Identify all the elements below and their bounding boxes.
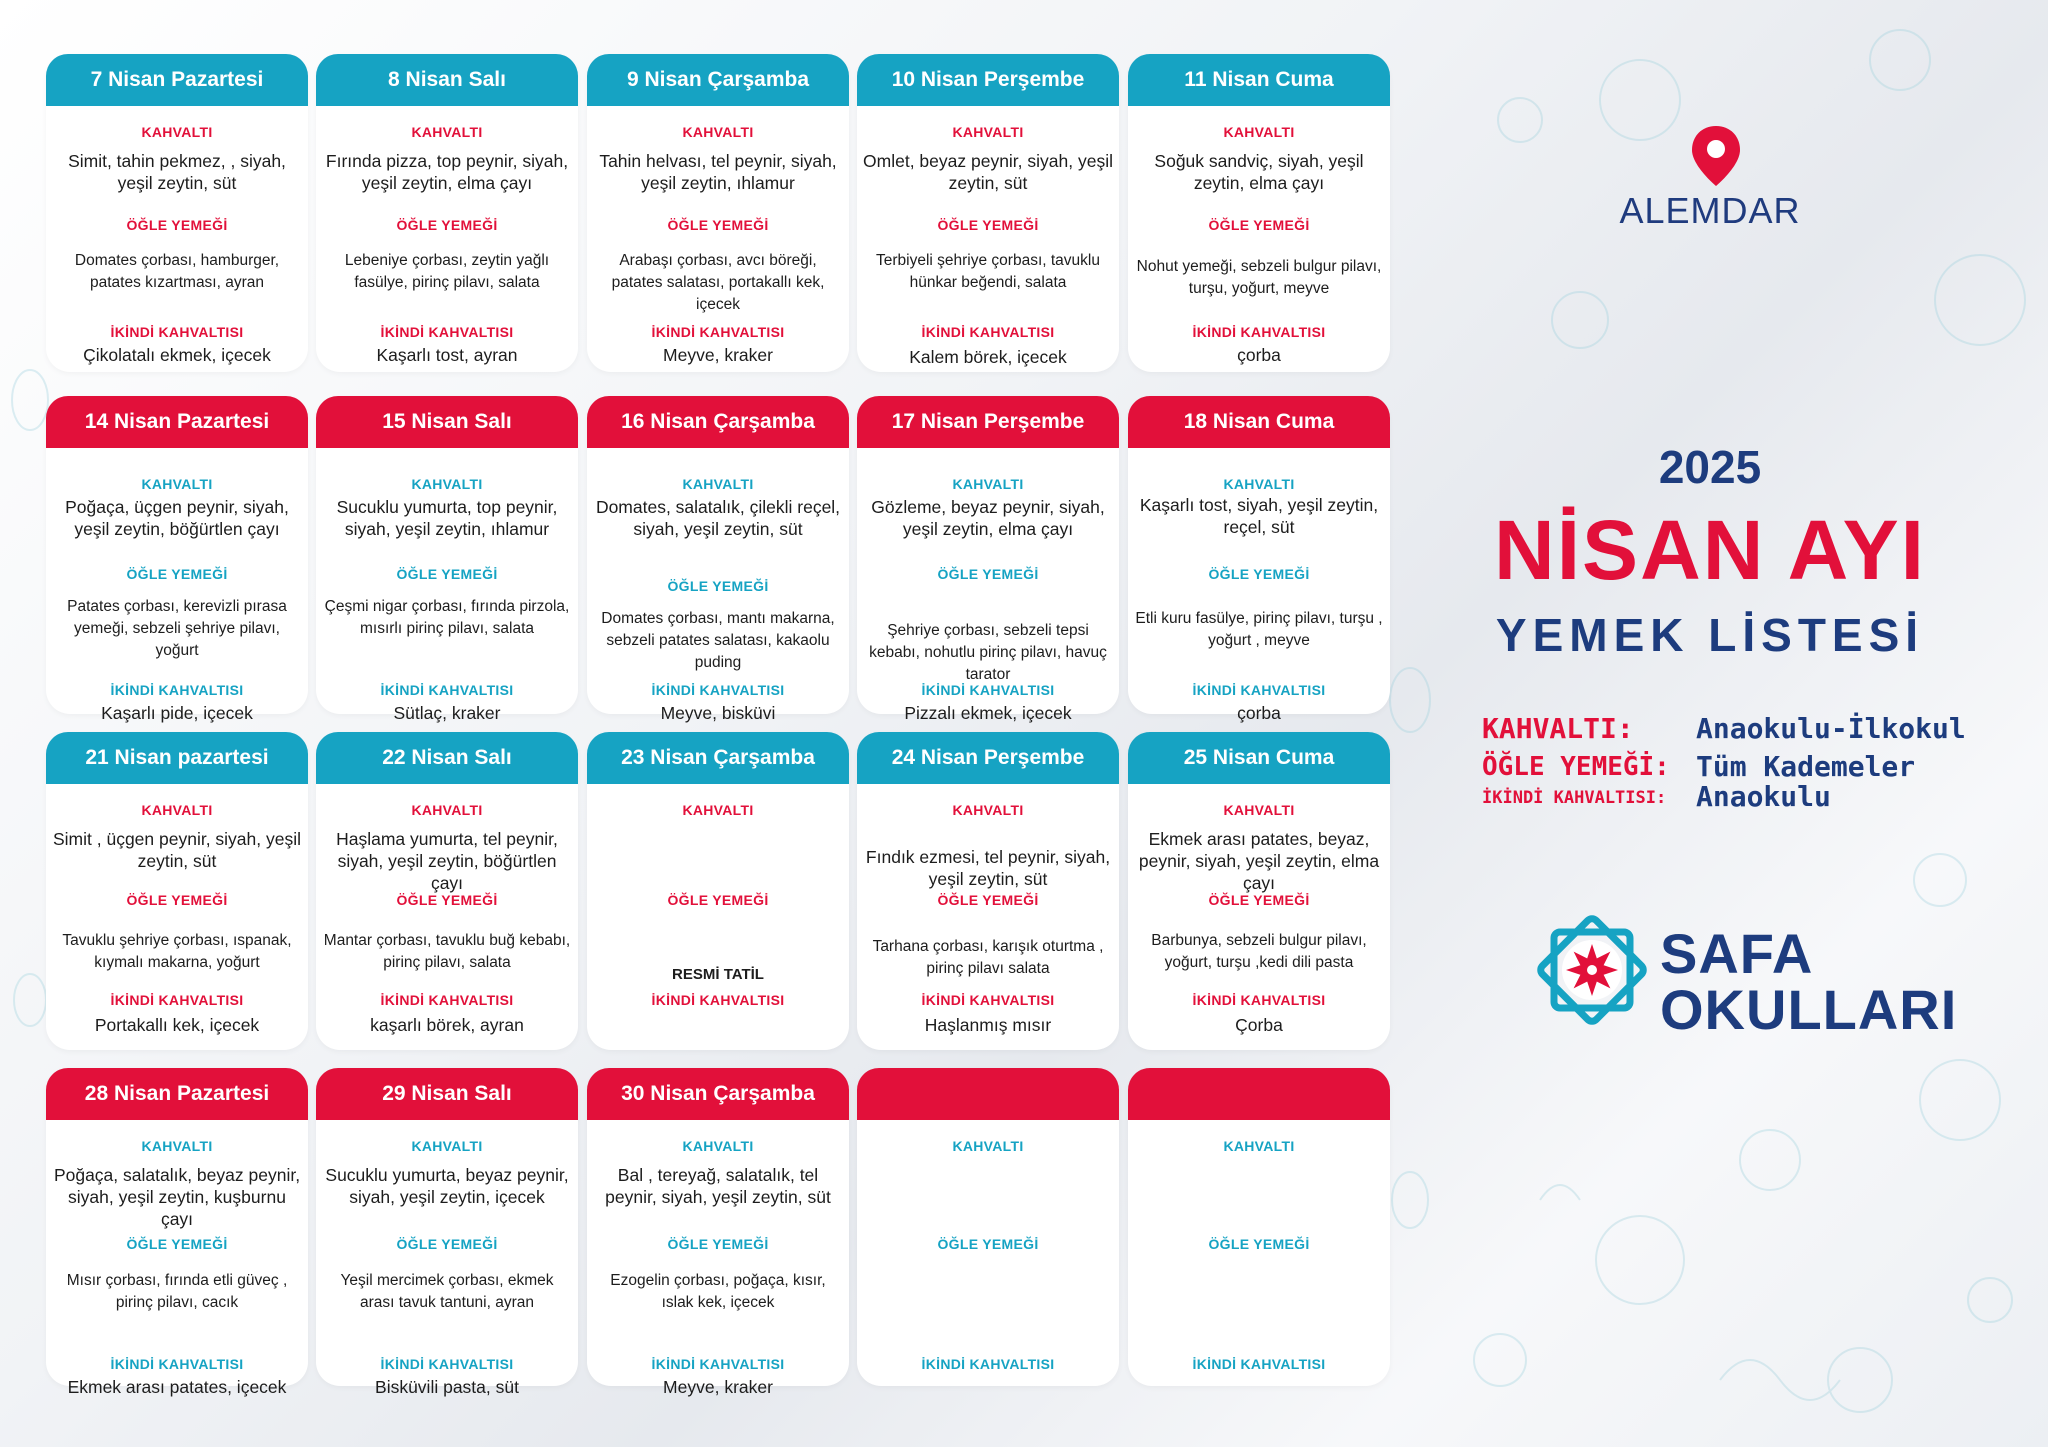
day-title: 21 Nisan pazartesi: [46, 732, 308, 784]
ogle-text: Patates çorbası, kerevizli pırasa yemeği, sebzeli şehriye pilavı, yoğurt: [67, 598, 287, 659]
ogle-label: ÖĞLE YEMEĞİ: [667, 1236, 769, 1252]
location-label: ALEMDAR: [1619, 190, 1801, 231]
ikindi-text: Çikolatalı ekmek, içecek: [83, 345, 271, 365]
day-card: [857, 1068, 1119, 1386]
ogle-text: Mısır çorbası, fırında etli güveç , pirinç pilavı, cacık: [66, 1272, 288, 1311]
ogle-text: Şehriye çorbası, sebzeli tepsi kebabı, nohutlu pirinç pilavı, havuç tarator: [869, 622, 1107, 683]
ikindi-text: Meyve, kraker: [663, 345, 773, 365]
ogle-label: ÖĞLE YEMEĞİ: [126, 892, 228, 908]
legend-key-ogle: ÖĞLE YEMEĞİ:: [1482, 752, 1670, 782]
brand-line2: OKULLARI: [1660, 978, 1958, 1041]
kahvalti-label: KAHVALTI: [682, 124, 754, 140]
day-title: 25 Nisan Cuma: [1128, 732, 1390, 784]
legend-value-ikindi: Anaokulu: [1696, 780, 1831, 813]
kahvalti-text: Gözleme, beyaz peynir, siyah, yeşil zeytin, elma çayı: [871, 497, 1105, 539]
ikindi-label: İKİNDİ KAHVALTISI: [921, 1356, 1055, 1372]
day-card: [46, 396, 308, 723]
kahvalti-label: KAHVALTI: [682, 1138, 754, 1154]
ogle-label: ÖĞLE YEMEĞİ: [396, 217, 498, 233]
day-title: 9 Nisan Çarşamba: [587, 54, 849, 106]
ogle-label: ÖĞLE YEMEĞİ: [126, 1236, 228, 1252]
kahvalti-text: Fındık ezmesi, tel peynir, siyah, yeşil zeytin, süt: [865, 847, 1111, 889]
location-pin-icon: [1688, 124, 1744, 188]
day-title: 10 Nisan Perşembe: [857, 54, 1119, 106]
ikindi-label: İKİNDİ KAHVALTISI: [921, 682, 1055, 698]
ikindi-text: Bisküvili pasta, süt: [375, 1377, 519, 1397]
kahvalti-text: Fırında pizza, top peynir, siyah, yeşil zeytin, elma çayı: [325, 151, 569, 193]
day-title: 18 Nisan Cuma: [1128, 396, 1390, 448]
day-card: [46, 54, 308, 372]
day-title: 15 Nisan Salı: [316, 396, 578, 448]
ikindi-label: İKİNDİ KAHVALTISI: [1192, 1356, 1326, 1372]
day-title: [857, 1068, 1119, 1120]
ogle-label: ÖĞLE YEMEĞİ: [937, 1236, 1039, 1252]
day-card: [1128, 54, 1390, 372]
ogle-text: Mantar çorbası, tavuklu buğ kebabı, pirinç pilavı, salata: [323, 932, 571, 971]
day-card: [46, 732, 308, 1050]
kahvalti-label: KAHVALTI: [141, 1138, 213, 1154]
ikindi-label: İKİNDİ KAHVALTISI: [651, 992, 785, 1008]
day-card: [316, 396, 578, 723]
kahvalti-text: Soğuk sandviç, siyah, yeşil zeytin, elma çayı: [1154, 151, 1364, 193]
day-card: [1128, 396, 1390, 723]
day-title: 7 Nisan Pazartesi: [46, 54, 308, 106]
ikindi-label: İKİNDİ KAHVALTISI: [651, 324, 785, 340]
kahvalti-label: KAHVALTI: [682, 476, 754, 492]
day-card: [46, 1068, 308, 1397]
ikindi-label: İKİNDİ KAHVALTISI: [110, 1356, 244, 1372]
ogle-text: Yeşil mercimek çorbası, ekmek arası tavuk tantuni, ayran: [340, 1272, 554, 1311]
ikindi-label: İKİNDİ KAHVALTISI: [1192, 324, 1326, 340]
ogle-text: Tavuklu şehriye çorbası, ıspanak, kıymalı makarna, yoğurt: [62, 932, 292, 971]
day-card: [316, 54, 578, 372]
kahvalti-text: Sucuklu yumurta, beyaz peynir, siyah, yeşil zeytin, içecek: [325, 1165, 569, 1207]
day-card: [316, 1068, 578, 1397]
ikindi-label: İKİNDİ KAHVALTISI: [380, 1356, 514, 1372]
legend-value-ogle: Tüm Kademeler: [1696, 750, 1916, 783]
kahvalti-label: KAHVALTI: [952, 1138, 1024, 1154]
kahvalti-label: KAHVALTI: [411, 1138, 483, 1154]
ikindi-label: İKİNDİ KAHVALTISI: [380, 682, 514, 698]
kahvalti-text: Omlet, beyaz peynir, siyah, yeşil zeytin, süt: [863, 151, 1113, 193]
day-title: 23 Nisan Çarşamba: [587, 732, 849, 784]
kahvalti-text: Sucuklu yumurta, top peynir, siyah, yeşil zeytin, ıhlamur: [336, 497, 558, 539]
ikindi-label: İKİNDİ KAHVALTISI: [380, 324, 514, 340]
ogle-text: Barbunya, sebzeli bulgur pilavı, yoğurt, turşu ,kedi dili pasta: [1151, 932, 1367, 971]
ikindi-text: Ekmek arası patates, içecek: [67, 1377, 287, 1397]
ogle-text: Terbiyeli şehriye çorbası, tavuklu hünkar beğendi, salata: [876, 252, 1100, 291]
day-card: [857, 54, 1119, 372]
ikindi-label: İKİNDİ KAHVALTISI: [110, 324, 244, 340]
ikindi-text: Kalem börek, içecek: [909, 347, 1067, 367]
ikindi-label: İKİNDİ KAHVALTISI: [110, 682, 244, 698]
ogle-label: ÖĞLE YEMEĞİ: [1208, 1236, 1310, 1252]
kahvalti-label: KAHVALTI: [141, 802, 213, 818]
ikindi-text: Sütlaç, kraker: [393, 703, 501, 723]
ogle-text: Nohut yemeği, sebzeli bulgur pilavı, turşu, yoğurt, meyve: [1136, 258, 1382, 297]
ogle-text: Çeşmi nigar çorbası, fırında pirzola, mısırlı pirinç pilavı, salata: [324, 598, 570, 637]
day-title: 16 Nisan Çarşamba: [587, 396, 849, 448]
kahvalti-text: Ekmek arası patates, beyaz, peynir, siyah, yeşil zeytin, elma çayı: [1138, 829, 1380, 893]
kahvalti-text: Haşlama yumurta, tel peynir, siyah, yeşil zeytin, böğürtlen çayı: [336, 829, 558, 893]
ikindi-text: Kaşarlı tost, ayran: [376, 345, 518, 365]
kahvalti-text: Bal , tereyağ, salatalık, tel peynir, siyah, yeşil zeytin, süt: [605, 1165, 831, 1207]
kahvalti-label: KAHVALTI: [952, 124, 1024, 140]
legend-key-kahvalti: KAHVALTI:: [1482, 712, 1634, 745]
ogle-label: ÖĞLE YEMEĞİ: [667, 892, 769, 908]
day-card: [857, 396, 1119, 723]
kahvalti-text: Domates, salatalık, çilekli reçel, siyah, yeşil zeytin, süt: [595, 497, 841, 539]
kahvalti-label: KAHVALTI: [1223, 124, 1295, 140]
kahvalti-label: KAHVALTI: [411, 124, 483, 140]
day-card: [587, 396, 849, 723]
kahvalti-text: Simit, tahin pekmez, , siyah, yeşil zeytin, süt: [68, 151, 286, 193]
ogle-label: ÖĞLE YEMEĞİ: [937, 892, 1039, 908]
ikindi-label: İKİNDİ KAHVALTISI: [921, 324, 1055, 340]
year: 2025: [1658, 441, 1762, 493]
safa-logo-icon: [1534, 912, 1650, 1028]
ogle-text: Tarhana çorbası, karışık oturtma , pirinç pilavı salata: [872, 938, 1104, 977]
ogle-text: Ezogelin çorbası, poğaça, kısır, ıslak kek, içecek: [610, 1272, 826, 1311]
day-title: 14 Nisan Pazartesi: [46, 396, 308, 448]
ikindi-label: İKİNDİ KAHVALTISI: [1192, 992, 1326, 1008]
ogle-label: ÖĞLE YEMEĞİ: [126, 566, 228, 582]
ogle-text: Domates çorbası, hamburger, patates kızartması, ayran: [74, 252, 280, 291]
legend-key-ikindi: İKİNDİ KAHVALTISI:: [1482, 788, 1667, 808]
kahvalti-text: Poğaça, salatalık, beyaz peynir, siyah, yeşil zeytin, kuşburnu çayı: [53, 1165, 301, 1229]
day-card: [316, 732, 578, 1050]
kahvalti-label: KAHVALTI: [1223, 802, 1295, 818]
ogle-label: ÖĞLE YEMEĞİ: [667, 578, 769, 594]
page-subtitle: YEMEK LİSTESİ: [1495, 609, 1925, 661]
day-title: 30 Nisan Çarşamba: [587, 1068, 849, 1120]
ogle-text: RESMİ TATİL: [672, 966, 764, 983]
ogle-label: ÖĞLE YEMEĞİ: [126, 217, 228, 233]
ikindi-text: çorba: [1237, 703, 1281, 723]
day-title: 24 Nisan Perşembe: [857, 732, 1119, 784]
brand-line1: SAFA: [1660, 922, 1814, 985]
ogle-text: Domates çorbası, mantı makarna, sebzeli patates salatası, kakaolu puding: [601, 610, 835, 671]
menu-grid: [46, 54, 1392, 1397]
ikindi-label: İKİNDİ KAHVALTISI: [651, 1356, 785, 1372]
ikindi-label: İKİNDİ KAHVALTISI: [921, 992, 1055, 1008]
ogle-text: Arabaşı çorbası, avcı böreği, patates salatası, portakallı kek, içecek: [611, 252, 825, 313]
ikindi-text: Portakallı kek, içecek: [94, 1015, 260, 1035]
kahvalti-text: Simit , üçgen peynir, siyah, yeşil zeytin, süt: [52, 829, 302, 871]
ikindi-label: İKİNDİ KAHVALTISI: [1192, 682, 1326, 698]
day-card: [587, 1068, 849, 1397]
day-card: [587, 732, 849, 1050]
ikindi-label: İKİNDİ KAHVALTISI: [110, 992, 244, 1008]
ikindi-text: kaşarlı börek, ayran: [370, 1015, 524, 1035]
day-title: 11 Nisan Cuma: [1128, 54, 1390, 106]
day-card: [857, 732, 1119, 1050]
kahvalti-label: KAHVALTI: [952, 802, 1024, 818]
kahvalti-label: KAHVALTI: [682, 802, 754, 818]
ogle-label: ÖĞLE YEMEĞİ: [396, 1236, 498, 1252]
ikindi-text: Haşlanmış mısır: [924, 1015, 1052, 1035]
day-card: [1128, 732, 1390, 1050]
day-title: 29 Nisan Salı: [316, 1068, 578, 1120]
ikindi-text: Meyve, bisküvi: [660, 703, 776, 723]
ikindi-text: Meyve, kraker: [663, 1377, 773, 1397]
ikindi-label: İKİNDİ KAHVALTISI: [380, 992, 514, 1008]
ogle-label: ÖĞLE YEMEĞİ: [667, 217, 769, 233]
kahvalti-label: KAHVALTI: [1223, 476, 1295, 492]
ikindi-text: Pizzalı ekmek, içecek: [904, 703, 1072, 723]
kahvalti-label: KAHVALTI: [411, 476, 483, 492]
ogle-label: ÖĞLE YEMEĞİ: [396, 566, 498, 582]
day-card: [587, 54, 849, 372]
ogle-label: ÖĞLE YEMEĞİ: [937, 217, 1039, 233]
ogle-label: ÖĞLE YEMEĞİ: [937, 566, 1039, 582]
day-title: 28 Nisan Pazartesi: [46, 1068, 308, 1120]
day-card: [1128, 1068, 1390, 1386]
kahvalti-label: KAHVALTI: [952, 476, 1024, 492]
ogle-label: ÖĞLE YEMEĞİ: [1208, 892, 1310, 908]
ogle-label: ÖĞLE YEMEĞİ: [396, 892, 498, 908]
kahvalti-label: KAHVALTI: [411, 802, 483, 818]
day-title: 22 Nisan Salı: [316, 732, 578, 784]
kahvalti-label: KAHVALTI: [141, 124, 213, 140]
page-title: NİSAN AYI: [1494, 503, 1926, 597]
kahvalti-text: Tahin helvası, tel peynir, siyah, yeşil zeytin, ıhlamur: [599, 151, 837, 193]
kahvalti-text: Kaşarlı tost, siyah, yeşil zeytin, reçel, süt: [1139, 495, 1379, 537]
ikindi-text: çorba: [1237, 345, 1281, 365]
day-title: 17 Nisan Perşembe: [857, 396, 1119, 448]
ogle-label: ÖĞLE YEMEĞİ: [1208, 566, 1310, 582]
ikindi-text: Kaşarlı pide, içecek: [101, 703, 253, 723]
ogle-text: Lebeniye çorbası, zeytin yağlı fasülye, pirinç pilavı, salata: [344, 252, 550, 291]
kahvalti-label: KAHVALTI: [141, 476, 213, 492]
day-title: 8 Nisan Salı: [316, 54, 578, 106]
kahvalti-label: KAHVALTI: [1223, 1138, 1295, 1154]
ikindi-label: İKİNDİ KAHVALTISI: [651, 682, 785, 698]
kahvalti-text: Poğaça, üçgen peynir, siyah, yeşil zeytin, böğürtlen çayı: [65, 497, 289, 539]
ogle-label: ÖĞLE YEMEĞİ: [1208, 217, 1310, 233]
ikindi-text: Çorba: [1235, 1015, 1283, 1035]
ogle-text: Etli kuru fasülye, pirinç pilavı, turşu , yoğurt , meyve: [1135, 610, 1383, 649]
legend-value-kahvalti: Anaokulu-İlkokul: [1696, 712, 1966, 745]
day-title: [1128, 1068, 1390, 1120]
